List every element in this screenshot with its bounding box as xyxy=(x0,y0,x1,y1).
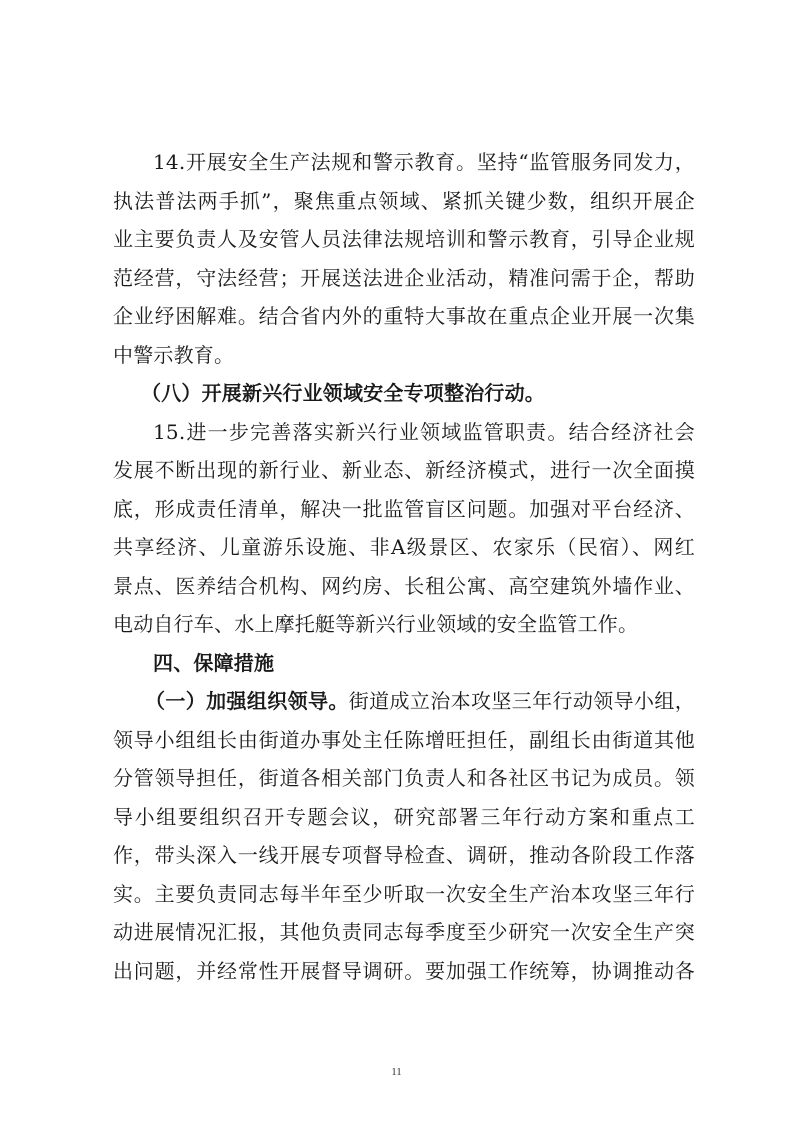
paragraph-15-line-1: 15.进一步完善落实新兴行业领域监管职责。结合经济社会 xyxy=(153,419,695,444)
org-paragraph-line-5: 作，带头深入一线开展专项督导检查、调研，推动各阶段工作落 xyxy=(113,843,695,867)
org-paragraph-line-8: 出问题，并经常性开展督导调研。要加强工作统筹，协调推动各 xyxy=(113,958,695,983)
paragraph-14-line-5: 企业纾困解难。结合省内外的重特大事故在重点企业开展一次集 xyxy=(113,304,695,328)
document-body xyxy=(113,143,695,990)
paragraph-14-line-4: 范经营，守法经营；开展送法进企业活动，精准问需于企，帮助 xyxy=(113,265,695,290)
org-leadership-lead-text: 街道成立治本攻坚三年行动领导小组， xyxy=(348,689,696,713)
paragraph-15-line-4: 共享经济、儿童游乐设施、非A级景区、农家乐（民宿）、网红 xyxy=(113,535,695,559)
paragraph-14-line-2: 执法普法两手抓”，聚焦重点领域、紧抓关键少数，组织开展企 xyxy=(113,188,695,213)
org-paragraph-line-4: 导小组要组织召开专题会议，研究部署三年行动方案和重点工 xyxy=(113,804,695,829)
paragraph-14-line-6: 中警示教育。 xyxy=(113,342,235,367)
paragraph-15-line-6: 电动自行车、水上摩托艇等新兴行业领域的安全监管工作。 xyxy=(113,612,639,636)
org-leadership-title: （一）加强组织领导。 xyxy=(145,689,349,713)
org-leadership-first-line xyxy=(113,682,695,721)
org-paragraph-line-7: 动进展情况汇报，其他负责同志每季度至少研究一次安全生产突 xyxy=(113,920,695,944)
paragraph-15-line-3: 底，形成责任清单，解决一批监管盲区问题。加强对平台经济、 xyxy=(113,496,695,521)
paragraph-15-line-5: 景点、医养结合机构、网约房、长租公寓、高空建筑外墙作业、 xyxy=(113,573,695,598)
org-paragraph-line-2: 领导小组组长由街道办事处主任陈增旺担任，副组长由街道其他 xyxy=(113,727,695,752)
org-paragraph-line-6: 实。主要负责同志每半年至少听取一次安全生产治本攻坚三年行 xyxy=(113,881,695,906)
page-number: 11 xyxy=(391,1066,402,1078)
section-4-heading: 四、保障措施 xyxy=(153,650,275,675)
org-paragraph-line-3: 分管领导担任，街道各相关部门负责人和各社区书记为成员。领 xyxy=(113,766,695,790)
paragraph-14-line-3: 业主要负责人及安管人员法律法规培训和警示教育，引导企业规 xyxy=(113,227,695,251)
paragraph-14-line-1: 14.开展安全生产法规和警示教育。坚持“监管服务同发力， xyxy=(153,150,695,174)
paragraph-15-line-2: 发展不断出现的新行业、新业态、新经济模式，进行一次全面摸 xyxy=(113,458,695,482)
section-8-heading: （八）开展新兴行业领域安全专项整治行动。 xyxy=(141,381,545,405)
